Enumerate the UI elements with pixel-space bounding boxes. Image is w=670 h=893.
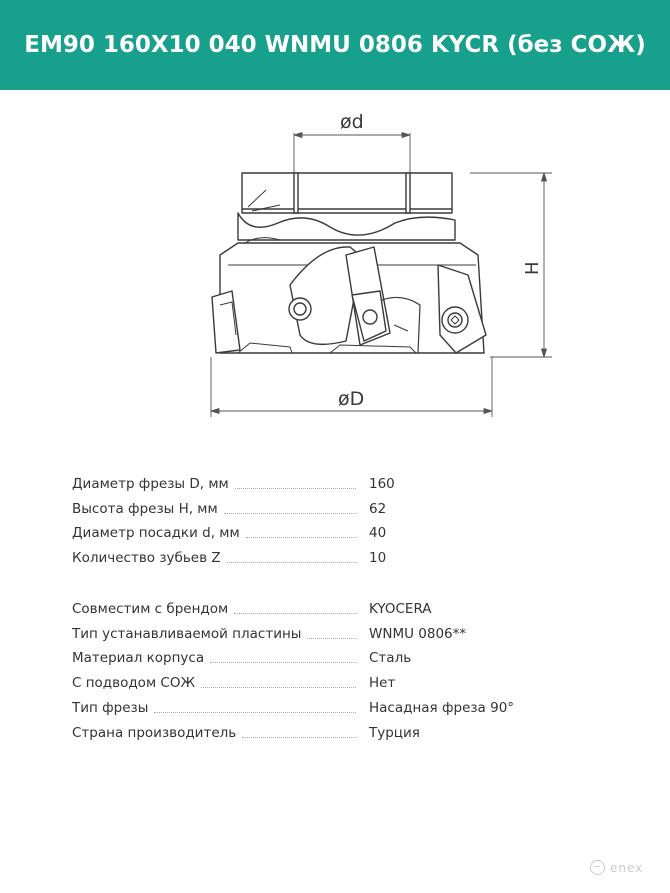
leader-dots [234,613,356,614]
spec-row [72,667,612,692]
enex-logo-text: enex [610,860,644,875]
spec-value: WNMU 0806** [369,625,467,642]
main-specs-list [72,468,612,567]
extra-specs-list [72,593,612,742]
spec-label: Страна производитель [72,724,237,741]
spec-label: Совместим с брендом [72,600,229,617]
spec-value: Насадная фреза 90° [369,699,515,716]
spec-value: 10 [369,550,387,567]
product-title: EM90 160X10 040 WNMU 0806 KYCR (без СОЖ) [24,32,646,58]
enex-logo [590,860,643,875]
leader-dots [242,737,356,738]
dim-H-label: H [522,261,543,275]
spec-row [72,518,612,543]
spec-label: Высота фрезы H, мм [72,500,218,517]
spec-label: Материал корпуса [72,650,205,667]
page-header [0,0,670,90]
leader-dots [201,687,356,688]
spec-label: Диаметр фрезы D, мм [72,475,229,492]
spec-row [72,493,612,518]
spec-row [72,593,612,618]
spec-value: 160 [369,475,395,492]
cutter-drawing [180,95,580,430]
leader-dots [235,488,356,489]
leader-dots [246,537,356,538]
leader-dots [154,712,356,713]
spec-label: С подводом СОЖ [72,675,196,692]
spec-label: Количество зубьев Z [72,550,221,567]
leader-dots [307,638,356,639]
spec-row [72,468,612,493]
spec-value: KYOCERA [369,600,432,617]
spec-row [72,692,612,717]
enex-logo-icon [590,860,605,875]
spec-label: Тип фрезы [72,699,149,716]
leader-dots [224,513,356,514]
spec-value: Нет [369,675,396,692]
spec-row [72,717,612,742]
spec-value: 62 [369,500,387,517]
spec-row [72,542,612,567]
leader-dots [210,662,356,663]
spec-row [72,618,612,643]
dim-d-label: ød [340,111,364,133]
spec-value: Турция [369,724,420,741]
spec-value: 40 [369,525,387,542]
spec-value: Сталь [369,650,412,667]
leader-dots [227,562,356,563]
cutter-body [212,173,486,353]
spec-row [72,643,612,668]
dim-D-label: øD [338,388,365,410]
spec-label: Диаметр посадки d, мм [72,525,240,542]
spec-label: Тип устанавливаемой пластины [72,625,302,642]
